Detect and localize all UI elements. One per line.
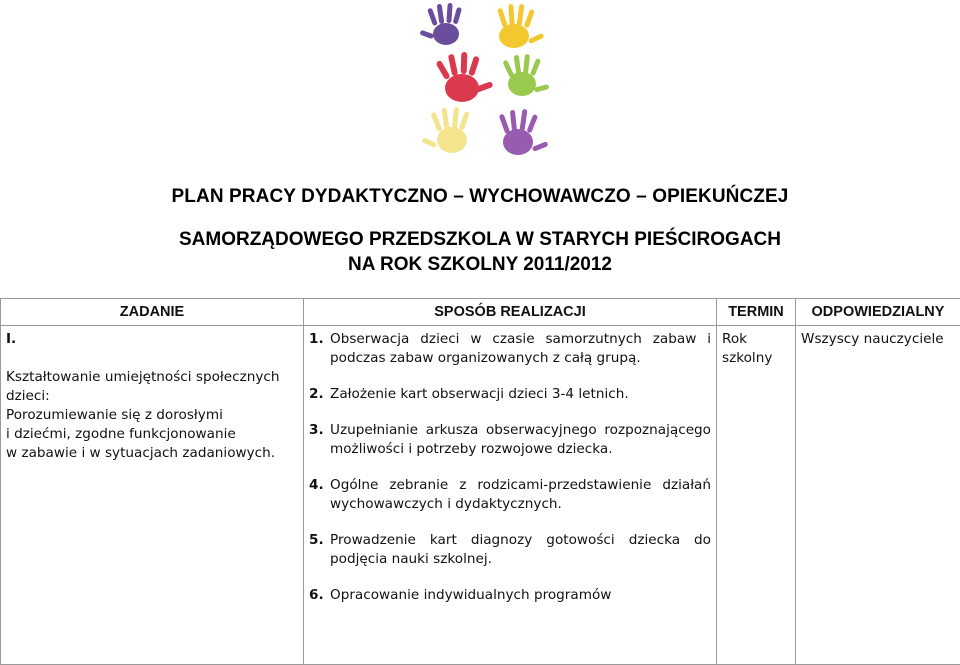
handprint-violet	[499, 109, 549, 155]
handprint-red	[435, 52, 493, 102]
responsible-cell	[796, 326, 960, 665]
step-number: 5.	[309, 531, 330, 569]
term-text-line: szkolny	[722, 349, 790, 368]
list-item	[309, 330, 711, 368]
step-text: Opracowanie indywidualnych programów	[330, 586, 711, 605]
task-text-line: w zabawie i w sytuacjach zadaniowych.	[6, 444, 298, 463]
step-text: Założenie kart obserwacji dzieci 3-4 letnich.	[330, 385, 711, 404]
term-cell	[717, 326, 796, 665]
task-cell	[1, 326, 304, 665]
school-year: NA ROK SZKOLNY 2011/2012	[0, 254, 960, 276]
handprint-pale-yellow	[421, 107, 470, 153]
column-header-responsible: ODPOWIEDZIALNY	[796, 299, 960, 326]
column-header-term: TERMIN	[717, 299, 796, 326]
task-text-line: Porozumiewanie się z dorosłymi	[6, 406, 298, 425]
steps-list	[309, 330, 711, 605]
step-number: 6.	[309, 586, 330, 605]
step-number: 2.	[309, 385, 330, 404]
plan-table	[0, 298, 960, 665]
list-item	[309, 385, 711, 404]
task-number: I.	[6, 330, 298, 349]
step-number: 1.	[309, 330, 330, 368]
method-cell	[304, 326, 717, 665]
table-row	[1, 326, 960, 665]
step-text: Prowadzenie kart diagnozy gotowości dziecka do podjęcia nauki szkolnej.	[330, 531, 711, 569]
step-number: 4.	[309, 476, 330, 514]
list-item	[309, 476, 711, 514]
task-text-line: i dziećmi, zgodne funkcjonowanie	[6, 425, 298, 444]
document-title: PLAN PRACY DYDAKTYCZNO – WYCHOWAWCZO – OPIEKUŃCZEJ	[0, 186, 960, 208]
step-text: Uzupełnianie arkusza obserwacyjnego rozpoznającego możliwości i potrzeby rozwojowe dziecka.	[330, 421, 711, 459]
list-item	[309, 586, 711, 605]
handprints-logo	[418, 0, 558, 170]
table-header-row	[1, 299, 960, 326]
step-text: Obserwacja dzieci w czasie samorzutnych zabaw i podczas zabaw organizowanych z całą grupą.	[330, 330, 711, 368]
list-item	[309, 421, 711, 459]
handprint-green	[502, 54, 549, 96]
institution-name: SAMORZĄDOWEGO PRZEDSZKOLA W STARYCH PIEŚCIROGACH	[0, 229, 960, 251]
column-header-method: SPOSÓB REALIZACJI	[304, 299, 717, 326]
task-text-line: Kształtowanie umiejętności społecznych	[6, 368, 298, 387]
term-text-line: Rok	[722, 330, 790, 349]
step-number: 3.	[309, 421, 330, 459]
task-text-line: dzieci:	[6, 387, 298, 406]
column-header-task: ZADANIE	[1, 299, 304, 326]
list-item	[309, 531, 711, 569]
responsible-text: Wszyscy nauczyciele	[801, 330, 955, 349]
handprint-purple	[419, 3, 462, 45]
handprint-yellow	[497, 4, 545, 48]
step-text: Ogólne zebranie z rodzicami-przedstawienie działań wychowawczych i dydaktycznych.	[330, 476, 711, 514]
